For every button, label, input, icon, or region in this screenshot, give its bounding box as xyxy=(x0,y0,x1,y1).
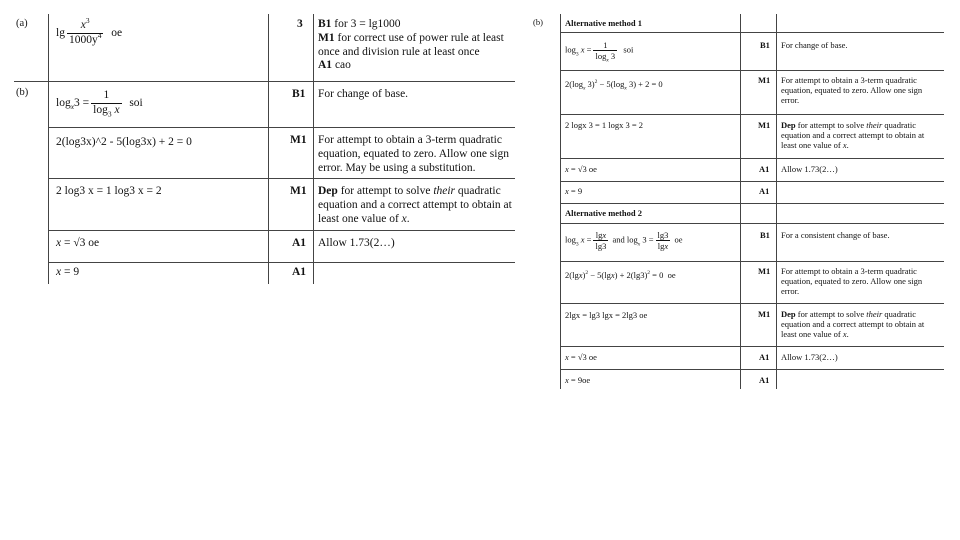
alt1-answer-row1: $\log_3 x$ = $\frac{1}{\log_x 3}$ soi xyxy=(565,40,634,64)
guidance-b-row3: Dep for attempt to solve their quadratic equation and a correct attempt to obtain at least one value of x. xyxy=(318,185,512,225)
alt1-mark-row1: B1 xyxy=(760,40,770,50)
part-b-label: (b) xyxy=(16,87,29,98)
alt2-guidance-row3: Dep for attempt to solve their quadratic equation and a correct attempt to obtain at least one value of x. xyxy=(781,309,925,340)
alt2-mark-row5: A1 xyxy=(759,375,770,385)
answer-b-row4: x = √3 oe xyxy=(56,237,100,249)
alt2-mark-row4: A1 xyxy=(759,352,770,362)
alt-method-2-title: Alternative method 2 xyxy=(565,208,642,218)
alt1-mark-row4: A1 xyxy=(759,164,770,174)
alt2-guidance-row2: For attempt to obtain a 3-term quadratic equation, equated to zero. Allow one sign error. xyxy=(781,266,923,297)
right-part-b-label: (b) xyxy=(533,17,543,27)
alt1-guidance-row3: Dep for attempt to solve their quadratic equation and a correct attempt to obtain at least one value of x. xyxy=(781,120,925,151)
alt2-answer-row5: x = 9oe xyxy=(565,375,591,385)
answer-b-row1: $\log_x3$ = $\frac{1}{\log_3 x}$ soi xyxy=(56,89,143,119)
alt1-mark-row5: A1 xyxy=(759,186,770,196)
alt2-answer-row2: $2(\lg x)^2 - 5(\lg x) + 2(\lg 3)^2 = 0$ oe xyxy=(565,270,676,280)
alt2-answer-row4: x = √3 oe xyxy=(565,352,597,362)
mark-a: 3 xyxy=(297,18,303,30)
alt1-answer-row4: x = √3 oe xyxy=(565,164,597,174)
mark-b-row4: A1 xyxy=(292,237,307,249)
alt1-guidance-row4: Allow 1.73(2…) xyxy=(781,164,838,174)
mark-b-row3: M1 xyxy=(290,185,307,197)
part-a-label: (a) xyxy=(16,18,28,29)
alt2-mark-row1: B1 xyxy=(760,230,770,240)
guidance-b-row2: For attempt to obtain a 3-term quadratic equation, equated to zero. Allow one sign error. May be using a substitution. xyxy=(318,134,509,174)
guidance-b-row1: For change of base. xyxy=(318,88,409,100)
alt1-answer-row2: $2(\log_x$ $3)^2 - 5(\log_x$ 3) + 2 = 0 xyxy=(565,79,663,92)
guidance-a: B1 for 3 = lg1000 M1 for correct use of power rule at least once and division rule at least once A1 cao xyxy=(318,18,504,72)
alt2-guidance-row4: Allow 1.73(2…) xyxy=(781,352,838,362)
alt2-answer-row1: $\log_3 x$ = $\frac{\lg x}{\lg 3}$ and $\log_x 3$ = $\frac{\lg 3}{\lg x}$ oe xyxy=(565,230,683,252)
answer-a: lg $\frac{x^3}{1000y^4}$ oe xyxy=(56,16,123,46)
alt2-mark-row2: M1 xyxy=(758,266,771,276)
alt2-guidance-row1: For a consistent change of base. xyxy=(781,230,890,240)
answer-b-row5: x = 9 xyxy=(56,266,80,278)
mark-b-row5: A1 xyxy=(292,266,307,278)
alt1-answer-row3: 2 logx 3 = 1 logx 3 = 2 xyxy=(565,120,644,130)
alt1-guidance-row1: For change of base. xyxy=(781,40,848,50)
guidance-b-row4: Allow 1.73(2…) xyxy=(318,237,395,249)
alt1-mark-row3: M1 xyxy=(758,120,771,130)
answer-b-row2: 2(log3x)^2 - 5(log3x) + 2 = 0 xyxy=(56,136,192,148)
mark-b-row2: M1 xyxy=(290,134,307,146)
answer-b-row3: 2 log3 x = 1 log3 x = 2 xyxy=(56,185,162,197)
alt1-answer-row5: x = 9 xyxy=(565,186,583,196)
alt1-guidance-row2: For attempt to obtain a 3-term quadratic equation, equated to zero. Allow one sign error. xyxy=(781,75,923,106)
alt-method-1-title: Alternative method 1 xyxy=(565,18,642,28)
alt1-mark-row2: M1 xyxy=(758,75,771,85)
alt2-answer-row3: 2lgx = lg3 lgx = 2lg3 oe xyxy=(565,310,648,320)
alt2-mark-row3: M1 xyxy=(758,309,771,319)
mark-b-row1: B1 xyxy=(292,88,306,100)
